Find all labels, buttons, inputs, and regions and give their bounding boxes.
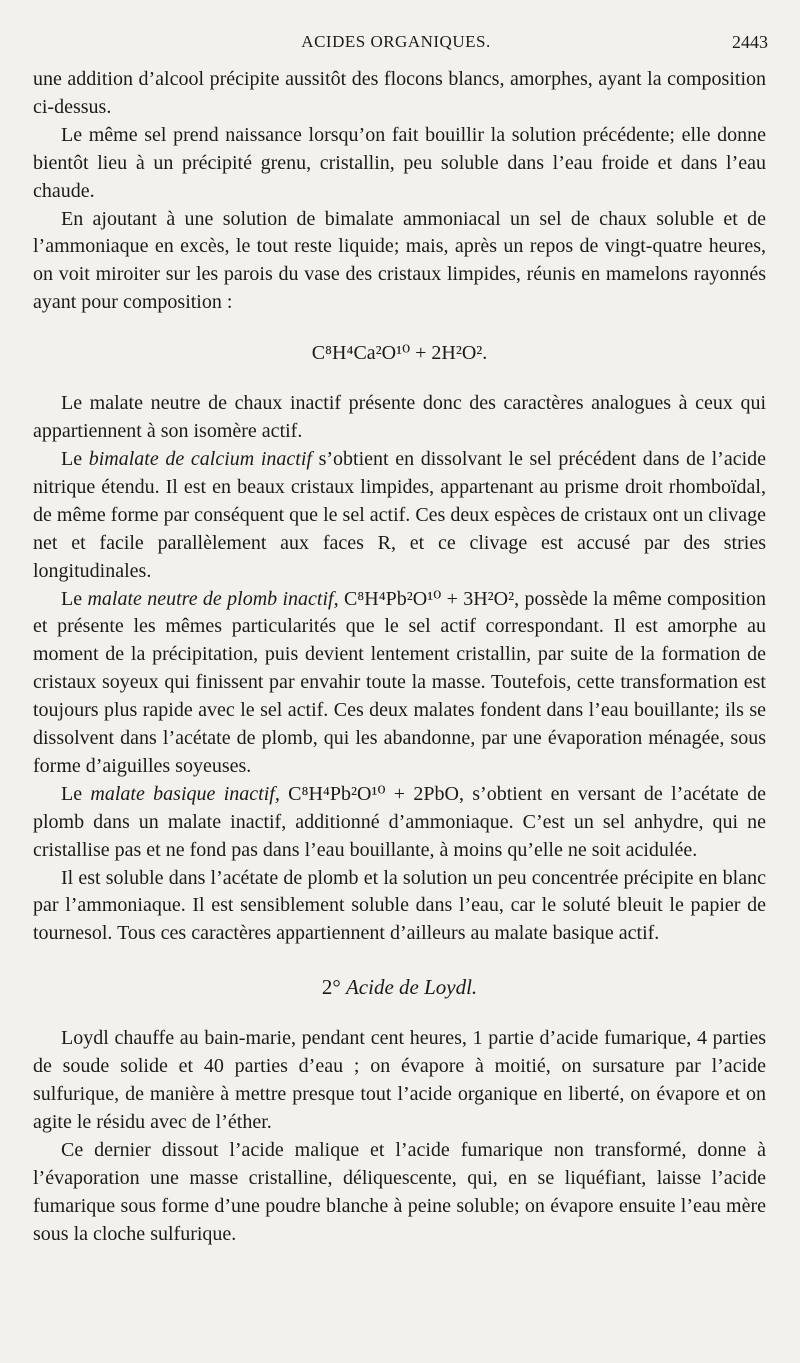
formula-calcium-malate: C⁸H⁴Ca²O¹⁰ + 2H²O². bbox=[311, 342, 488, 365]
running-title: ACIDES ORGANIQUES. bbox=[301, 32, 491, 51]
paragraph-8: Il est soluble dans l’acétate de plomb et la solution un peu concentrée précipite en blanc par l’ammoniaque. Il est sensiblement soluble dans l’eau, car le soluté bleuit le papier de tournesol. Tous ces caractères appartiennent d’ailleurs au malate basique actif. bbox=[33, 866, 766, 945]
p6-rest: possède la même composition et présente les mêmes particularités que le sel actif correspondant. Il est amorphe au moment de la précipitation, puis devient lentement cristallin, par suite de la formation de cristaux soyeux qui finissent par envahir toute la masse. Toutefois, cette transformation est toujours plus rapide avec le sel actif. Ces deux malates fondent dans l’eau bouillante; ils se dissolvent dans l’acétate de plomb, qui les abandonne, par une évaporation ménagée, sous forme d’aiguilles soyeuses. bbox=[33, 587, 767, 777]
term-malate-basique: malate basique inactif, bbox=[90, 782, 280, 805]
paragraph-7 bbox=[33, 781, 766, 865]
page-number: 2443 bbox=[732, 32, 768, 52]
section-number: 2° bbox=[321, 975, 341, 1000]
paragraph-2: Le même sel prend naissance lorsqu’on fait bouillir la solution précédente; elle donne bientôt lieu à un précipité grenu, cristallin, peu soluble dans l’eau froide et dans l’eau chaude. bbox=[33, 123, 766, 202]
term-bimalate-calcium: bimalate de calcium inactif bbox=[88, 447, 312, 470]
p5-rest: s’obtient en dissolvant le sel précédent dans de l’acide nitrique étendu. Il est en beaux cristaux limpides, appartenant au prisme droit rhomboïdal, de même forme par conséquent que le sel actif. Ces deux espèces de cristaux ont un clivage net et facile parallèlement aux faces R, et ce clivage est accusé par des stries longitudinales. bbox=[33, 447, 766, 582]
p7-rest: s’obtient en versant de l’acétate de plomb dans un malate inactif, additionné d’ammoniaque. C’est un sel anhydre, qui ne cristallise pas et ne fond pas dans l’eau bouillante, à moins qu’elle ne soit acidulée. bbox=[33, 782, 766, 861]
paragraph-1: une addition d’alcool précipite aussitôt des flocons blancs, amorphes, ayant la composition ci-dessus. bbox=[33, 68, 766, 118]
formula-lead-malate: C⁸H⁴Pb²O¹⁰ + 3H²O², bbox=[338, 587, 520, 610]
paragraph-9: Loydl chauffe au bain-marie, pendant cent heures, 1 partie d’acide fumarique, 4 parties de soude solide et 40 parties d’eau ; on évapore à moitié, on sursature par l’acide sulfurique, de manière à mettre presque tout l’acide organique en liberté, on évapore et on agite le résidu avec de l’éther. bbox=[33, 1027, 766, 1133]
paragraph-3: En ajoutant à une solution de bimalate ammoniacal un sel de chaux soluble et de l’ammoniaque en excès, le tout reste liquide; mais, après un repos de vingt-quatre heures, on voit miroiter sur les parois du vase des cristaux limpides, réunis en mamelons rayonnés ayant pour composition : bbox=[33, 207, 766, 314]
paragraph-4: Le malate neutre de chaux inactif présente donc des caractères analogues à ceux qui appartiennent à son isomère actif. bbox=[33, 392, 766, 443]
p5-lead: Le bbox=[61, 447, 89, 470]
page-header bbox=[24, 32, 768, 56]
paragraph-5 bbox=[33, 446, 766, 586]
paragraph-6 bbox=[33, 586, 766, 781]
section-heading bbox=[33, 973, 766, 1001]
formula-basic-malate: C⁸H⁴Pb²O¹⁰ + 2PbO, bbox=[279, 782, 464, 805]
p7-lead: Le bbox=[61, 782, 91, 805]
term-malate-neutre-plomb: malate neutre de plomb inactif, bbox=[87, 587, 339, 610]
section-name: Acide de Loydl. bbox=[345, 975, 478, 1000]
p6-lead: Le bbox=[61, 587, 88, 610]
page-body bbox=[33, 66, 766, 1249]
paragraph-10: Ce dernier dissout l’acide malique et l’acide fumarique non transformé, donne à l’évaporation une masse cristalline, déliquescente, qui, en se liquéfiant, laisse l’acide fumarique sous forme d’une poudre blanche à peine soluble; on évapore ensuite l’eau mère sous la cloche sulfurique. bbox=[33, 1138, 766, 1245]
